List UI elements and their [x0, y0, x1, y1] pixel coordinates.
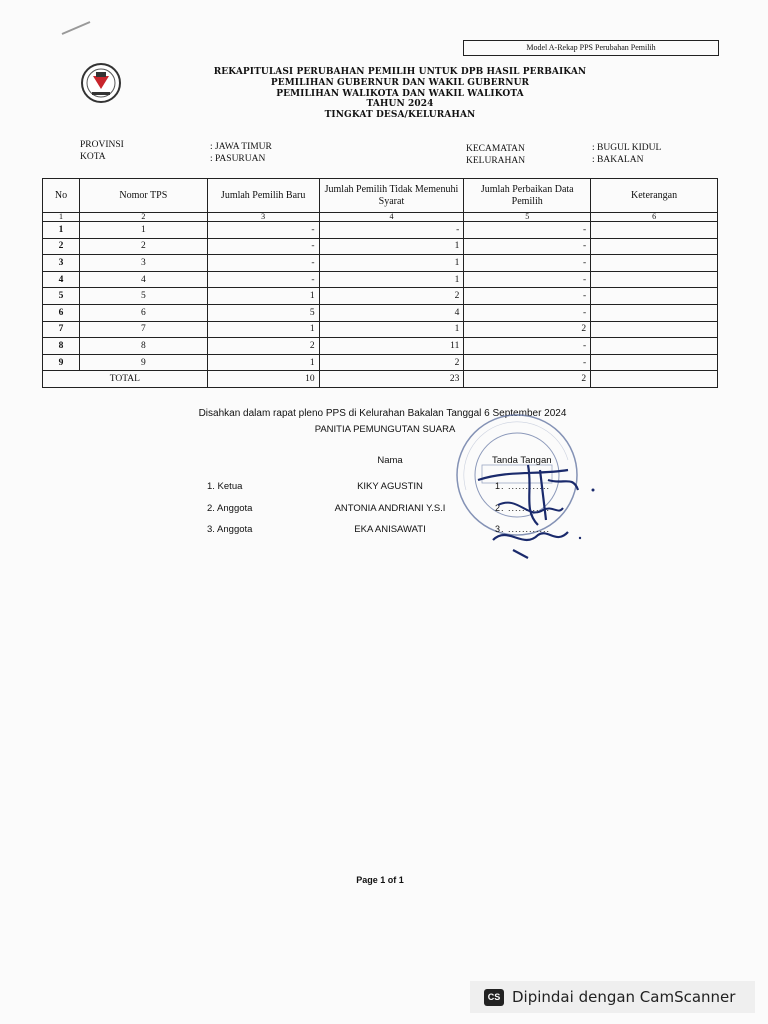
- title-line: TINGKAT DESA/KELURAHAN: [324, 110, 476, 121]
- title-line: TAHUN 2024: [366, 99, 434, 110]
- row-perbaikan: -: [464, 354, 591, 371]
- total-pemilih-baru: 10: [207, 371, 319, 388]
- row-pemilih-baru: -: [207, 238, 319, 255]
- row-perbaikan: -: [464, 338, 591, 355]
- row-no: 6: [43, 304, 80, 321]
- handwritten-signatures: [468, 450, 608, 570]
- row-pemilih-baru: 5: [207, 304, 319, 321]
- row-no: 4: [43, 271, 80, 288]
- pen-mark: [60, 20, 92, 36]
- row-perbaikan: -: [464, 222, 591, 239]
- page-number: Page 1 of 1: [356, 875, 404, 885]
- row-nomor-tps: 2: [79, 238, 207, 255]
- row-no: 1: [43, 222, 80, 239]
- row-pemilih-baru: -: [207, 222, 319, 239]
- row-pemilih-tms: 1: [319, 321, 464, 338]
- row-keterangan: [591, 288, 718, 305]
- row-pemilih-baru: -: [207, 271, 319, 288]
- provinsi-label: PROVINSI: [80, 140, 124, 150]
- row-nomor-tps: 6: [79, 304, 207, 321]
- row-no: 9: [43, 354, 80, 371]
- header-pemilih-tms: Jumlah Pemilih Tidak Memenuhi Syarat: [319, 179, 464, 213]
- title-line: REKAPITULASI PERUBAHAN PEMILIH UNTUK DPB HASIL PERBAIKAN: [213, 67, 587, 77]
- total-label: TOTAL: [43, 371, 208, 388]
- form-label: Model A-Rekap PPS Perubahan Pemilih: [463, 40, 719, 56]
- approval-text: Disahkan dalam rapat pleno PPS di Kelurahan Bakalan Tanggal 6 September 2024: [198, 408, 567, 419]
- row-nomor-tps: 9: [79, 354, 207, 371]
- signatory-name: EKA ANISAWATI: [354, 524, 426, 535]
- table-row: [43, 321, 718, 338]
- header-nomor-tps: Nomor TPS: [79, 179, 207, 213]
- nama-column-header: Nama: [377, 455, 403, 466]
- row-nomor-tps: 8: [79, 338, 207, 355]
- row-perbaikan: -: [464, 238, 591, 255]
- header-keterangan: Keterangan: [591, 179, 718, 213]
- column-number: 3: [207, 213, 319, 222]
- header-no: No: [43, 179, 80, 213]
- kecamatan-value: : BUGUL KIDUL: [592, 143, 662, 153]
- table-row: [43, 255, 718, 272]
- row-pemilih-tms: 1: [319, 271, 464, 288]
- total-keterangan: [591, 371, 718, 388]
- table-row: [43, 304, 718, 321]
- row-no: 7: [43, 321, 80, 338]
- scanner-label: Dipindai dengan CamScanner: [512, 988, 736, 1006]
- row-no: 8: [43, 338, 80, 355]
- table-row: [43, 238, 718, 255]
- document-title: [150, 67, 650, 121]
- row-pemilih-tms: 2: [319, 288, 464, 305]
- header-pemilih-baru: Jumlah Pemilih Baru: [207, 179, 319, 213]
- kpu-logo-icon: [80, 62, 122, 104]
- kelurahan-value: : BAKALAN: [592, 155, 644, 165]
- column-number: 2: [79, 213, 207, 222]
- row-keterangan: [591, 321, 718, 338]
- signature-line: 2. ............: [495, 503, 551, 513]
- row-nomor-tps: 7: [79, 321, 207, 338]
- row-keterangan: [591, 354, 718, 371]
- header-perbaikan-data: Jumlah Perbaikan Data Pemilih: [464, 179, 591, 213]
- row-pemilih-baru: 2: [207, 338, 319, 355]
- total-pemilih-tms: 23: [319, 371, 464, 388]
- table-body: [43, 222, 718, 371]
- column-number: 4: [319, 213, 464, 222]
- row-perbaikan: -: [464, 271, 591, 288]
- signatory-role: 3. Anggota: [207, 524, 253, 535]
- signatory-role: 1. Ketua: [207, 481, 243, 492]
- row-no: 2: [43, 238, 80, 255]
- row-keterangan: [591, 238, 718, 255]
- signature-line: 3. ............: [495, 524, 551, 534]
- total-perbaikan: 2: [464, 371, 591, 388]
- camscanner-icon: CS: [484, 989, 504, 1006]
- row-nomor-tps: 1: [79, 222, 207, 239]
- kota-value: : PASURUAN: [210, 154, 266, 164]
- row-nomor-tps: 4: [79, 271, 207, 288]
- signatory-role: 2. Anggota: [207, 503, 253, 514]
- recap-table: [42, 178, 718, 388]
- column-number-row: [43, 213, 718, 222]
- row-pemilih-baru: 1: [207, 321, 319, 338]
- column-number: 5: [464, 213, 591, 222]
- row-pemilih-baru: -: [207, 255, 319, 272]
- row-pemilih-tms: -: [319, 222, 464, 239]
- column-number: 1: [43, 213, 80, 222]
- column-number: 6: [591, 213, 718, 222]
- row-pemilih-tms: 1: [319, 238, 464, 255]
- signatory-name: KIKY AGUSTIN: [357, 481, 423, 492]
- ttd-column-header: Tanda Tangan: [492, 455, 552, 466]
- kota-label: KOTA: [80, 152, 106, 162]
- row-keterangan: [591, 271, 718, 288]
- table-row: [43, 338, 718, 355]
- row-keterangan: [591, 222, 718, 239]
- scanner-watermark: [470, 981, 755, 1013]
- row-perbaikan: -: [464, 288, 591, 305]
- table-row: [43, 271, 718, 288]
- kecamatan-label: KECAMATAN: [466, 144, 525, 154]
- row-pemilih-baru: 1: [207, 354, 319, 371]
- row-keterangan: [591, 255, 718, 272]
- committee-name: PANITIA PEMUNGUTAN SUARA: [314, 424, 456, 435]
- total-row: [43, 371, 718, 388]
- title-line: PEMILIHAN GUBERNUR DAN WAKIL GUBERNUR: [270, 77, 530, 88]
- signatory-name: ANTONIA ANDRIANI Y.S.I: [334, 503, 446, 514]
- row-perbaikan: 2: [464, 321, 591, 338]
- table-row: [43, 354, 718, 371]
- row-perbaikan: -: [464, 255, 591, 272]
- row-no: 3: [43, 255, 80, 272]
- provinsi-value: : JAWA TIMUR: [210, 142, 272, 152]
- table-header-row: [43, 179, 718, 213]
- row-nomor-tps: 3: [79, 255, 207, 272]
- kelurahan-label: KELURAHAN: [466, 156, 526, 166]
- table-row: [43, 222, 718, 239]
- row-pemilih-baru: 1: [207, 288, 319, 305]
- row-no: 5: [43, 288, 80, 305]
- row-nomor-tps: 5: [79, 288, 207, 305]
- row-keterangan: [591, 304, 718, 321]
- row-keterangan: [591, 338, 718, 355]
- row-pemilih-tms: 11: [319, 338, 464, 355]
- title-line: PEMILIHAN WALIKOTA DAN WAKIL WALIKOTA: [276, 88, 524, 99]
- row-perbaikan: -: [464, 304, 591, 321]
- row-pemilih-tms: 4: [319, 304, 464, 321]
- row-pemilih-tms: 1: [319, 255, 464, 272]
- row-pemilih-tms: 2: [319, 354, 464, 371]
- table-row: [43, 288, 718, 305]
- signature-line: 1. ............: [495, 481, 551, 491]
